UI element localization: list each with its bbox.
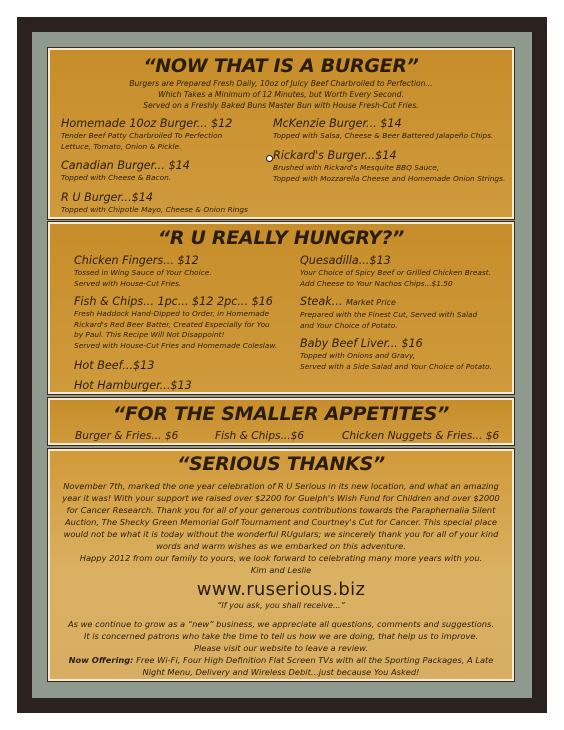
item-price-note: Market Price xyxy=(345,298,396,307)
now-offering-label: Now Offering: xyxy=(68,655,134,665)
item-name: Homemade 10oz Burger... $12 xyxy=(61,117,233,130)
item-desc: Topped with Onions and Gravy, xyxy=(300,351,416,360)
item-desc: Topped with Chipotle Mayo, Cheese & Onion Rings xyxy=(61,205,248,214)
menu-item-steak xyxy=(300,295,477,331)
item-desc: Add Cheese to Your Nachos Chips...$1.50 xyxy=(300,278,453,288)
now-offering-text: Free Wi-Fi, Four High Definition Flat Screen TVs with all the Sporting Packages, A Late Night Menu, Delivery and Wireless Debit...just because You Asked! xyxy=(136,655,494,677)
burger-intro-line: Which Takes a Minimum of 12 Minutes, but Worth Every Second. xyxy=(158,90,404,99)
burger-intro-line: Burgers are Prepared Fresh Daily, 10oz of Juicy Beef Charbroiled to Perfection... xyxy=(129,79,433,88)
item-name: Fish & Chips... 1pc... $12 2pc... $16 xyxy=(74,295,273,308)
thanks-section-title: “SERIOUS THANKS” xyxy=(177,453,385,475)
bullet-marker xyxy=(266,155,273,162)
closing-line: It is concerned patrons who take the time to tell us how we are doing, that help us to improve. xyxy=(83,631,479,641)
menu-item-hot-beef xyxy=(74,359,154,373)
menu-item-homemade-burger xyxy=(61,117,232,152)
item-name: Hot Beef...$13 xyxy=(74,359,155,372)
item-desc: Prepared with the Finest Cut, Served with Salad xyxy=(300,310,478,319)
item-desc: Topped with Mozzarella Cheese and Homemade Onion Strings. xyxy=(273,173,506,183)
closing-line: As we continue to grow as a “new” business, we appreciate all questions, comments and suggestions. xyxy=(67,619,494,629)
menu-item-quesadilla xyxy=(300,254,491,289)
menu-item-chicken-nuggets: Chicken Nuggets & Fries... $6 xyxy=(342,430,500,442)
item-name: R U Burger...$14 xyxy=(61,191,154,204)
item-name: Baby Beef Liver... $16 xyxy=(300,337,423,350)
now-offering xyxy=(60,654,502,678)
item-name xyxy=(300,295,477,310)
burger-section-title: “NOW THAT IS A BURGER” xyxy=(143,55,419,77)
serious-thanks-section xyxy=(48,449,514,681)
item-desc: Rickard's Red Beer Batter, Created Especially for You xyxy=(74,319,270,329)
menu-item-chicken-fingers xyxy=(74,254,212,289)
item-desc: Tossed in Wing Sauce of Your Choice. xyxy=(74,268,212,277)
thanks-happy-new-year: Happy 2012 from our family to yours, we look forward to celebrating many more years with you. xyxy=(79,553,483,563)
item-desc: Tender Beef Patty Charbroiled To Perfection xyxy=(61,131,223,140)
menu-item-canadian-burger xyxy=(61,159,190,184)
closing-message xyxy=(60,618,502,678)
item-desc: by Paul. This Recipe Will Not Disappoint! xyxy=(74,330,225,339)
item-name: McKenzie Burger... $14 xyxy=(273,117,402,130)
item-desc: Served with a Side Salad and Your Choice of Potato. xyxy=(300,361,492,371)
menu-item-rickards-burger xyxy=(273,149,505,184)
burger-section xyxy=(48,48,514,219)
item-desc: and Your Choice of Potato. xyxy=(300,320,398,330)
closing-line: Please visit our website to leave a review. xyxy=(193,643,369,653)
website-link[interactable]: www.ruserious.biz xyxy=(196,579,366,600)
burger-intro-line: Served on a Freshly Baked Buns Master Bun with House Fresh-Cut Fries. xyxy=(143,101,419,110)
item-name-text: Steak... xyxy=(300,295,343,308)
item-desc: Topped with Salsa, Cheese & Beer Battered Jalapeño Chips. xyxy=(273,131,494,140)
item-name: Hot Hamburger...$13 xyxy=(74,379,192,392)
item-desc: Lettuce, Tomato, Onion & Pickle. xyxy=(61,141,182,151)
menu-item-burger-fries: Burger & Fries... $6 xyxy=(75,430,179,442)
menu-item-ru-burger xyxy=(61,191,248,216)
item-desc: Served with House-Cut Fries and Homemade Coleslaw. xyxy=(74,340,278,350)
tagline: “If you ask, you shall receive...” xyxy=(217,601,345,610)
hungry-section xyxy=(48,222,514,394)
smaller-section-title: “FOR THE SMALLER APPETITES” xyxy=(112,403,450,425)
thanks-signature: Kim and Leslie xyxy=(250,565,312,575)
item-name: Rickard's Burger...$14 xyxy=(273,149,397,162)
smaller-appetites-section xyxy=(48,398,514,445)
menu-item-hot-hamburger xyxy=(74,379,192,393)
item-name: Chicken Fingers... $12 xyxy=(74,254,199,267)
menu-item-mckenzie-burger xyxy=(273,117,493,142)
item-desc: Your Choice of Spicy Beef or Grilled Chicken Breast. xyxy=(300,268,492,277)
hungry-section-title: “R U REALLY HUNGRY?” xyxy=(157,227,405,249)
menu-item-fish-chips xyxy=(74,295,277,351)
item-desc: Topped with Cheese & Bacon. xyxy=(61,173,172,182)
thanks-message xyxy=(60,480,502,576)
item-name: Quesadilla...$13 xyxy=(300,254,391,267)
menu-item-baby-beef-liver xyxy=(300,337,492,372)
item-desc: Served with House-Cut Fries. xyxy=(74,278,182,288)
item-desc: Fresh Haddock Hand-Dipped to Order, in Homemade xyxy=(74,309,270,318)
item-desc: Brushed with Rickard's Mesquite BBQ Sauce, xyxy=(273,163,440,172)
thanks-paragraph: November 7th, marked the one year celebration of R U Serious in its new location, and what an amazing year it was! With your support we raised over $2200 for Guelph's Wish Fund for Children and over $2000 for Cancer Research. Thank you for all of your generous contributions towards the Paraphernalia Silent Auction, The Shecky Green Memorial Golf Tournament and Courtney's Cut for Cancer. This special place would not be what it is today without the wonderful RUgulars; we sincerely thank you for all of your kind words and warm wishes as we embarked on this adventure. xyxy=(62,481,500,551)
menu-item-fish-chips-small: Fish & Chips...$6 xyxy=(215,430,305,442)
item-name: Canadian Burger... $14 xyxy=(61,159,190,172)
